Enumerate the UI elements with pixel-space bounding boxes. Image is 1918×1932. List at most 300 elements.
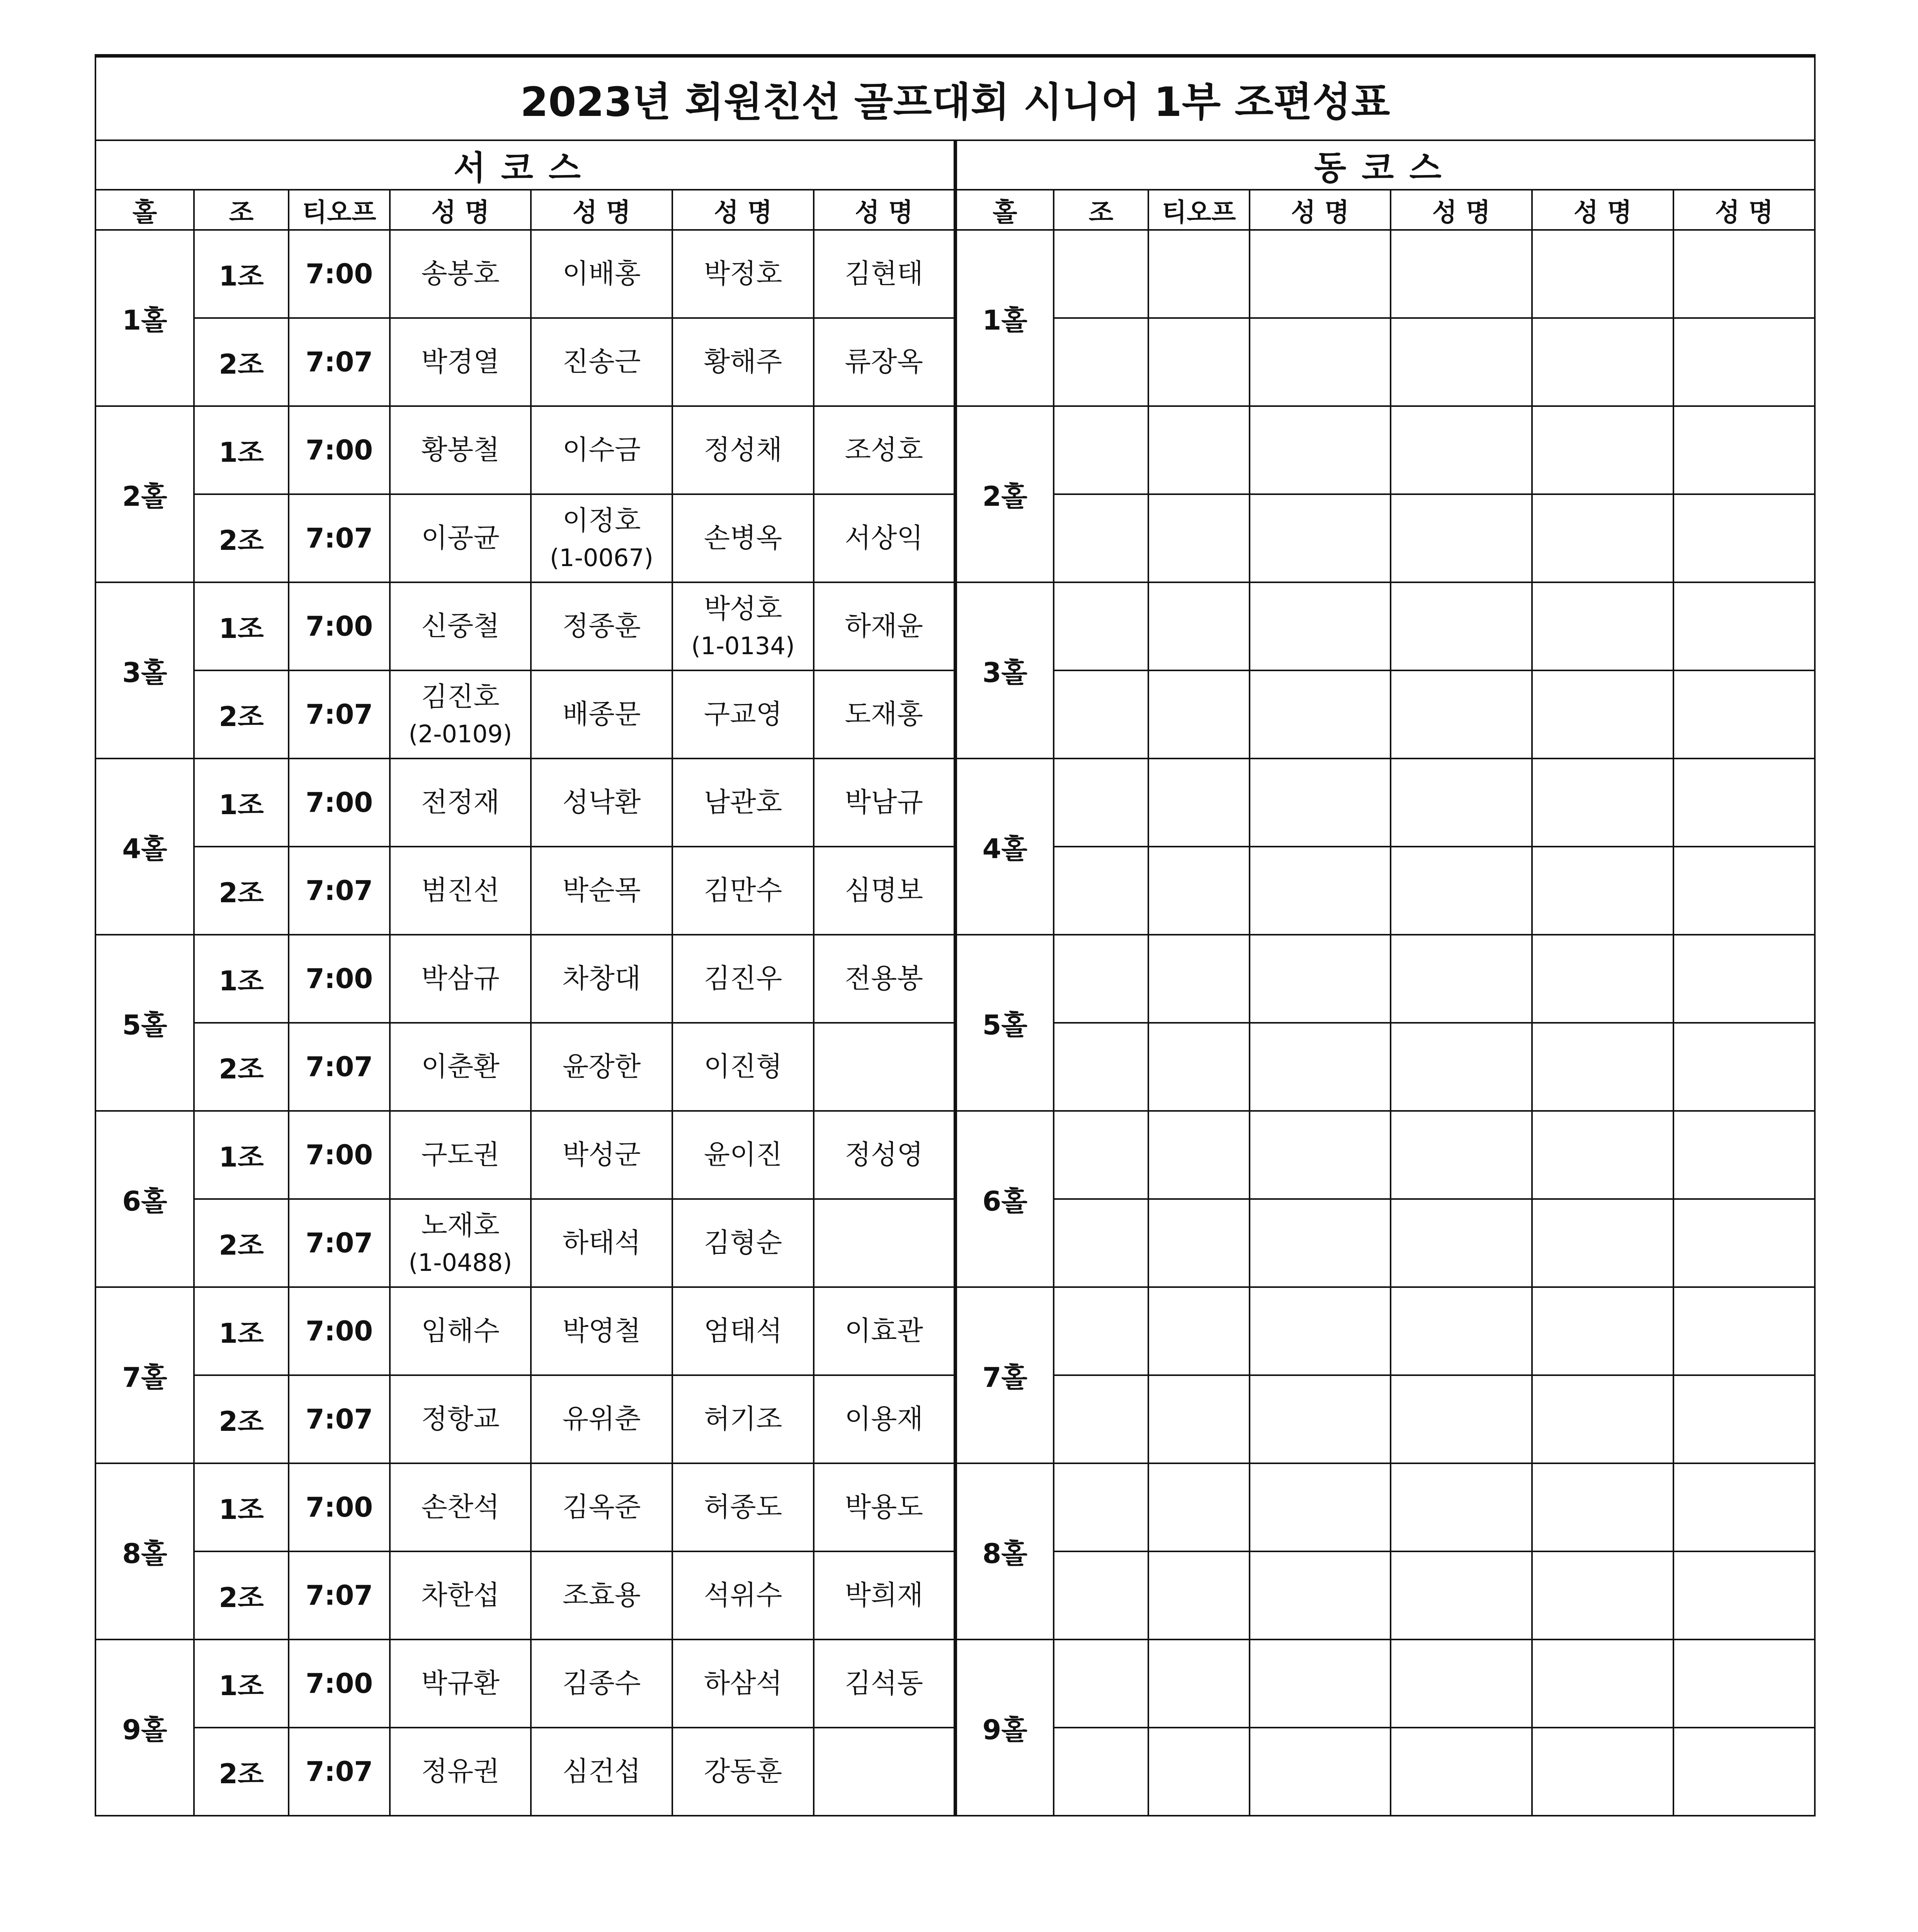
east-course-label: 동코스	[955, 140, 1815, 190]
player-name: 조성호	[845, 434, 923, 466]
player-name: 이진형	[704, 1051, 782, 1083]
page-title: 2023년 회원친선 골프대회 시니어 1부 조편성표	[95, 56, 1815, 141]
east-empty-cell	[1673, 1375, 1815, 1463]
east-empty-cell	[1532, 1728, 1673, 1816]
group-cell: 2조	[194, 1375, 289, 1463]
tee-time-cell: 7:00	[289, 935, 390, 1023]
player-name-cell	[531, 1287, 672, 1375]
east-empty-cell	[1391, 847, 1532, 935]
player-name: 박정호	[704, 258, 782, 290]
east-empty-cell	[1250, 318, 1391, 406]
player-name: 하태석	[562, 1227, 641, 1259]
east-empty-cell	[1054, 318, 1148, 406]
east-header-name-3: 성 명	[1532, 190, 1673, 230]
player-name: 김만수	[704, 874, 782, 906]
player-name-cell	[390, 1111, 531, 1199]
east-empty-cell	[1673, 1023, 1815, 1111]
west-hole-cell: 9홀	[95, 1639, 194, 1816]
east-empty-cell	[1054, 1287, 1148, 1375]
east-hole-cell: 1홀	[955, 230, 1054, 406]
east-empty-cell	[1148, 1199, 1250, 1287]
player-name: 도재홍	[845, 698, 923, 730]
east-header-tee-off: 티오프	[1148, 190, 1250, 230]
tee-time-cell: 7:07	[289, 847, 390, 935]
tee-time-cell: 7:00	[289, 582, 390, 670]
west-header-group: 조	[194, 190, 289, 230]
player-name-cell	[672, 582, 814, 670]
west-hole-cell: 5홀	[95, 935, 194, 1111]
group-schedule-table	[95, 54, 1816, 1816]
group-cell: 2조	[194, 318, 289, 406]
player-name: 송봉호	[421, 258, 500, 290]
group-cell: 1조	[194, 1287, 289, 1375]
player-name-cell	[531, 230, 672, 318]
group-cell: 1조	[194, 935, 289, 1023]
east-empty-cell	[1532, 582, 1673, 670]
player-name-cell	[814, 1287, 955, 1375]
player-name-cell	[390, 1023, 531, 1111]
east-empty-cell	[1148, 494, 1250, 582]
player-name: 하삼석	[704, 1667, 782, 1699]
player-name-cell	[531, 1639, 672, 1728]
player-name-cell	[672, 847, 814, 935]
east-empty-cell	[1532, 318, 1673, 406]
group-cell: 2조	[194, 1199, 289, 1287]
player-name-cell	[390, 847, 531, 935]
east-empty-cell	[1532, 759, 1673, 847]
east-empty-cell	[1250, 759, 1391, 847]
table-row	[95, 230, 1815, 318]
east-empty-cell	[1532, 1551, 1673, 1639]
member-number: (1-0488)	[408, 1248, 512, 1277]
player-name: 이효관	[845, 1315, 923, 1347]
tee-time-cell: 7:00	[289, 1639, 390, 1728]
east-empty-cell	[1391, 670, 1532, 759]
east-empty-cell	[1250, 935, 1391, 1023]
east-empty-cell	[1250, 1023, 1391, 1111]
group-cell: 1조	[194, 759, 289, 847]
player-name-cell	[531, 1111, 672, 1199]
player-name-cell	[814, 494, 955, 582]
east-empty-cell	[1054, 847, 1148, 935]
east-empty-cell	[1391, 1463, 1532, 1551]
member-number: (2-0109)	[408, 719, 512, 748]
table-row	[95, 759, 1815, 847]
tee-time-cell: 7:07	[289, 1023, 390, 1111]
east-empty-cell	[1673, 230, 1815, 318]
east-empty-cell	[1532, 1639, 1673, 1728]
tee-time-cell: 7:07	[289, 1199, 390, 1287]
player-name-cell	[672, 1111, 814, 1199]
east-empty-cell	[1532, 1199, 1673, 1287]
east-empty-cell	[1532, 1023, 1673, 1111]
east-empty-cell	[1054, 1551, 1148, 1639]
player-name-cell	[390, 494, 531, 582]
player-name: 차한섭	[421, 1579, 500, 1611]
player-name-cell	[814, 318, 955, 406]
player-name: 김진호	[421, 681, 500, 713]
player-name: 유위춘	[562, 1403, 641, 1435]
east-empty-cell	[1391, 582, 1532, 670]
tee-time-cell: 7:00	[289, 230, 390, 318]
east-hole-cell: 2홀	[955, 406, 1054, 582]
player-name: 엄태석	[704, 1315, 782, 1347]
west-header-tee-off: 티오프	[289, 190, 390, 230]
player-name: 박성군	[562, 1139, 641, 1171]
player-name-cell	[672, 1551, 814, 1639]
player-name-cell	[531, 670, 672, 759]
table-row	[95, 1639, 1815, 1728]
east-empty-cell	[1673, 935, 1815, 1023]
east-empty-cell	[1054, 670, 1148, 759]
west-hole-cell: 6홀	[95, 1111, 194, 1287]
east-empty-cell	[1673, 1551, 1815, 1639]
player-name: 박삼규	[421, 963, 500, 995]
east-empty-cell	[1054, 1023, 1148, 1111]
player-name-cell	[390, 230, 531, 318]
east-hole-cell: 3홀	[955, 582, 1054, 759]
east-empty-cell	[1673, 406, 1815, 494]
east-empty-cell	[1250, 670, 1391, 759]
player-name: 이수금	[562, 434, 641, 466]
group-cell: 1조	[194, 230, 289, 318]
player-name-cell	[390, 1639, 531, 1728]
east-empty-cell	[1391, 1728, 1532, 1816]
east-empty-cell	[1250, 582, 1391, 670]
east-empty-cell	[1054, 494, 1148, 582]
group-cell: 2조	[194, 1728, 289, 1816]
east-empty-cell	[1148, 935, 1250, 1023]
player-name-cell	[814, 1551, 955, 1639]
east-empty-cell	[1673, 847, 1815, 935]
player-name: 심건섭	[562, 1755, 641, 1787]
player-name-cell	[672, 1463, 814, 1551]
east-empty-cell	[1391, 1639, 1532, 1728]
table-row	[95, 1287, 1815, 1375]
group-cell: 2조	[194, 1023, 289, 1111]
group-cell: 1조	[194, 1463, 289, 1551]
east-hole-cell: 6홀	[955, 1111, 1054, 1287]
player-name-cell	[814, 759, 955, 847]
player-name: 진송근	[562, 346, 641, 378]
player-name: 배종문	[562, 698, 641, 730]
east-empty-cell	[1250, 1728, 1391, 1816]
west-hole-cell: 3홀	[95, 582, 194, 759]
player-name-cell	[672, 1287, 814, 1375]
player-name-cell	[672, 494, 814, 582]
player-name: 정유권	[421, 1755, 500, 1787]
player-name: 김진우	[704, 963, 782, 995]
east-empty-cell	[1391, 230, 1532, 318]
west-hole-cell: 1홀	[95, 230, 194, 406]
player-name: 박영철	[562, 1315, 641, 1347]
group-cell: 2조	[194, 847, 289, 935]
player-name: 하재윤	[845, 610, 923, 642]
player-name-cell	[672, 759, 814, 847]
east-empty-cell	[1673, 1199, 1815, 1287]
group-cell: 1조	[194, 582, 289, 670]
player-name-cell	[531, 1551, 672, 1639]
player-name: 성낙환	[562, 786, 641, 818]
player-name-cell	[814, 670, 955, 759]
east-header-group: 조	[1054, 190, 1148, 230]
east-empty-cell	[1250, 1639, 1391, 1728]
player-name: 조효용	[562, 1579, 641, 1611]
player-name: 서상익	[845, 522, 923, 554]
east-empty-cell	[1250, 1375, 1391, 1463]
player-name-cell	[390, 1728, 531, 1816]
east-empty-cell	[1054, 406, 1148, 494]
table-row	[95, 406, 1815, 494]
player-name-cell	[390, 318, 531, 406]
tee-time-cell: 7:00	[289, 1463, 390, 1551]
player-name-cell	[531, 1463, 672, 1551]
east-empty-cell	[1673, 1287, 1815, 1375]
player-name-cell	[672, 935, 814, 1023]
east-empty-cell	[1250, 1463, 1391, 1551]
east-empty-cell	[1250, 847, 1391, 935]
east-empty-cell	[1148, 1639, 1250, 1728]
player-name-cell	[672, 1023, 814, 1111]
player-name-cell	[390, 582, 531, 670]
player-name: 차창대	[562, 963, 641, 995]
player-name: 박남규	[845, 786, 923, 818]
player-name-cell	[672, 230, 814, 318]
player-name-cell	[814, 1111, 955, 1199]
east-empty-cell	[1673, 582, 1815, 670]
east-empty-cell	[1673, 759, 1815, 847]
player-name: 허기조	[704, 1403, 782, 1435]
player-name: 정종훈	[562, 610, 641, 642]
east-empty-cell	[1148, 582, 1250, 670]
east-header-name-2: 성 명	[1391, 190, 1532, 230]
member-number: (1-0134)	[691, 631, 795, 660]
group-cell: 2조	[194, 670, 289, 759]
player-name: 허종도	[704, 1491, 782, 1523]
player-name-cell	[531, 935, 672, 1023]
player-name-cell	[814, 1639, 955, 1728]
player-name: 이춘환	[421, 1051, 500, 1083]
player-name-cell	[672, 1639, 814, 1728]
tee-time-cell: 7:07	[289, 1728, 390, 1816]
east-empty-cell	[1391, 1111, 1532, 1199]
east-empty-cell	[1532, 935, 1673, 1023]
column-header-row	[95, 190, 1815, 230]
player-name-cell	[531, 847, 672, 935]
player-name: 박성호	[704, 593, 782, 625]
east-empty-cell	[1148, 1463, 1250, 1551]
east-empty-cell	[1673, 670, 1815, 759]
west-course-label: 서코스	[95, 140, 955, 190]
east-empty-cell	[1391, 1199, 1532, 1287]
table-row	[95, 1111, 1815, 1199]
player-name: 전정재	[421, 786, 500, 818]
player-name: 정항교	[421, 1403, 500, 1435]
player-name: 손찬석	[421, 1491, 500, 1523]
east-empty-cell	[1054, 935, 1148, 1023]
east-empty-cell	[1532, 1463, 1673, 1551]
west-hole-cell: 2홀	[95, 406, 194, 582]
player-name-cell	[531, 318, 672, 406]
east-empty-cell	[1054, 1111, 1148, 1199]
east-empty-cell	[1532, 1111, 1673, 1199]
table-row	[95, 935, 1815, 1023]
player-name: 심명보	[845, 874, 923, 906]
east-empty-cell	[1532, 406, 1673, 494]
east-empty-cell	[1532, 847, 1673, 935]
east-empty-cell	[1532, 670, 1673, 759]
east-empty-cell	[1054, 1375, 1148, 1463]
west-hole-cell: 7홀	[95, 1287, 194, 1463]
tee-time-cell: 7:07	[289, 1551, 390, 1639]
tee-time-cell: 7:07	[289, 318, 390, 406]
east-empty-cell	[1250, 1111, 1391, 1199]
east-empty-cell	[1250, 1551, 1391, 1639]
player-name: 신중철	[421, 610, 500, 642]
east-empty-cell	[1148, 318, 1250, 406]
table-row	[95, 582, 1815, 670]
east-empty-cell	[1391, 1023, 1532, 1111]
player-name-cell	[814, 1375, 955, 1463]
player-name: 윤이진	[704, 1139, 782, 1171]
player-name-cell	[390, 670, 531, 759]
player-name-cell	[814, 935, 955, 1023]
player-name-cell	[814, 582, 955, 670]
player-name: 구도권	[421, 1139, 500, 1171]
member-number: (1-0067)	[550, 543, 653, 572]
east-empty-cell	[1148, 1551, 1250, 1639]
player-name-cell	[390, 935, 531, 1023]
east-empty-cell	[1054, 759, 1148, 847]
east-empty-cell	[1673, 318, 1815, 406]
east-empty-cell	[1148, 1287, 1250, 1375]
player-name-cell	[390, 1199, 531, 1287]
tee-time-cell: 7:00	[289, 1287, 390, 1375]
player-name-cell	[814, 847, 955, 935]
east-hole-cell: 7홀	[955, 1287, 1054, 1463]
east-empty-cell	[1054, 1728, 1148, 1816]
player-name-cell	[672, 1199, 814, 1287]
east-empty-cell	[1148, 847, 1250, 935]
player-name-cell	[390, 406, 531, 494]
player-name: 정성영	[845, 1139, 923, 1171]
east-empty-cell	[1250, 406, 1391, 494]
east-empty-cell	[1673, 1111, 1815, 1199]
player-name-cell	[531, 1728, 672, 1816]
east-empty-cell	[1148, 670, 1250, 759]
east-empty-cell	[1250, 494, 1391, 582]
east-hole-cell: 4홀	[955, 759, 1054, 935]
player-name: 범진선	[421, 874, 500, 906]
player-name-cell	[672, 670, 814, 759]
west-header-name-3: 성 명	[672, 190, 814, 230]
player-name-cell	[814, 1023, 955, 1111]
player-name-cell	[531, 582, 672, 670]
east-empty-cell	[1250, 1287, 1391, 1375]
player-name: 이공균	[421, 522, 500, 554]
east-header-hole: 홀	[955, 190, 1054, 230]
player-name: 황봉철	[421, 434, 500, 466]
player-name: 박경열	[421, 346, 500, 378]
east-empty-cell	[1391, 406, 1532, 494]
east-empty-cell	[1673, 494, 1815, 582]
east-header-name-1: 성 명	[1250, 190, 1391, 230]
east-empty-cell	[1054, 230, 1148, 318]
east-empty-cell	[1673, 1639, 1815, 1728]
player-name: 윤장한	[562, 1051, 641, 1083]
tee-time-cell: 7:07	[289, 670, 390, 759]
west-header-name-1: 성 명	[390, 190, 531, 230]
player-name: 박희재	[845, 1579, 923, 1611]
tee-time-cell: 7:07	[289, 494, 390, 582]
east-empty-cell	[1054, 1463, 1148, 1551]
player-name: 노재호	[421, 1209, 500, 1242]
east-empty-cell	[1148, 1111, 1250, 1199]
east-empty-cell	[1673, 1463, 1815, 1551]
player-name: 손병옥	[704, 522, 782, 554]
east-empty-cell	[1148, 406, 1250, 494]
player-name-cell	[390, 1551, 531, 1639]
player-name: 이용재	[845, 1403, 923, 1435]
player-name: 남관호	[704, 786, 782, 818]
east-empty-cell	[1148, 230, 1250, 318]
east-empty-cell	[1391, 1287, 1532, 1375]
player-name: 전용봉	[845, 963, 923, 995]
player-name: 김현태	[845, 258, 923, 290]
west-header-name-4: 성 명	[814, 190, 955, 230]
east-header-name-4: 성 명	[1673, 190, 1815, 230]
east-empty-cell	[1532, 230, 1673, 318]
player-name-cell	[531, 1199, 672, 1287]
player-name: 구교영	[704, 698, 782, 730]
east-empty-cell	[1532, 494, 1673, 582]
east-empty-cell	[1391, 1551, 1532, 1639]
player-name: 김옥준	[562, 1491, 641, 1523]
player-name-cell	[672, 1375, 814, 1463]
player-name: 류장옥	[845, 346, 923, 378]
player-name-cell	[672, 318, 814, 406]
east-empty-cell	[1391, 935, 1532, 1023]
player-name: 김종수	[562, 1667, 641, 1699]
player-name: 김석동	[845, 1667, 923, 1699]
player-name-cell	[390, 1375, 531, 1463]
west-header-hole: 홀	[95, 190, 194, 230]
east-empty-cell	[1148, 759, 1250, 847]
east-empty-cell	[1148, 1375, 1250, 1463]
player-name-cell	[390, 1287, 531, 1375]
east-hole-cell: 8홀	[955, 1463, 1054, 1639]
player-name: 김형순	[704, 1227, 782, 1259]
east-empty-cell	[1148, 1728, 1250, 1816]
player-name-cell	[814, 1199, 955, 1287]
player-name: 임해수	[421, 1315, 500, 1347]
player-name-cell	[814, 1463, 955, 1551]
player-name: 이정호	[562, 505, 641, 537]
player-name-cell	[814, 406, 955, 494]
east-empty-cell	[1054, 582, 1148, 670]
player-name-cell	[814, 230, 955, 318]
player-name: 강동훈	[704, 1755, 782, 1787]
player-name-cell	[390, 759, 531, 847]
tee-time-cell: 7:07	[289, 1375, 390, 1463]
player-name: 황해주	[704, 346, 782, 378]
east-empty-cell	[1532, 1287, 1673, 1375]
east-empty-cell	[1391, 759, 1532, 847]
player-name-cell	[531, 759, 672, 847]
east-empty-cell	[1250, 230, 1391, 318]
east-empty-cell	[1391, 494, 1532, 582]
player-name: 박순목	[562, 874, 641, 906]
